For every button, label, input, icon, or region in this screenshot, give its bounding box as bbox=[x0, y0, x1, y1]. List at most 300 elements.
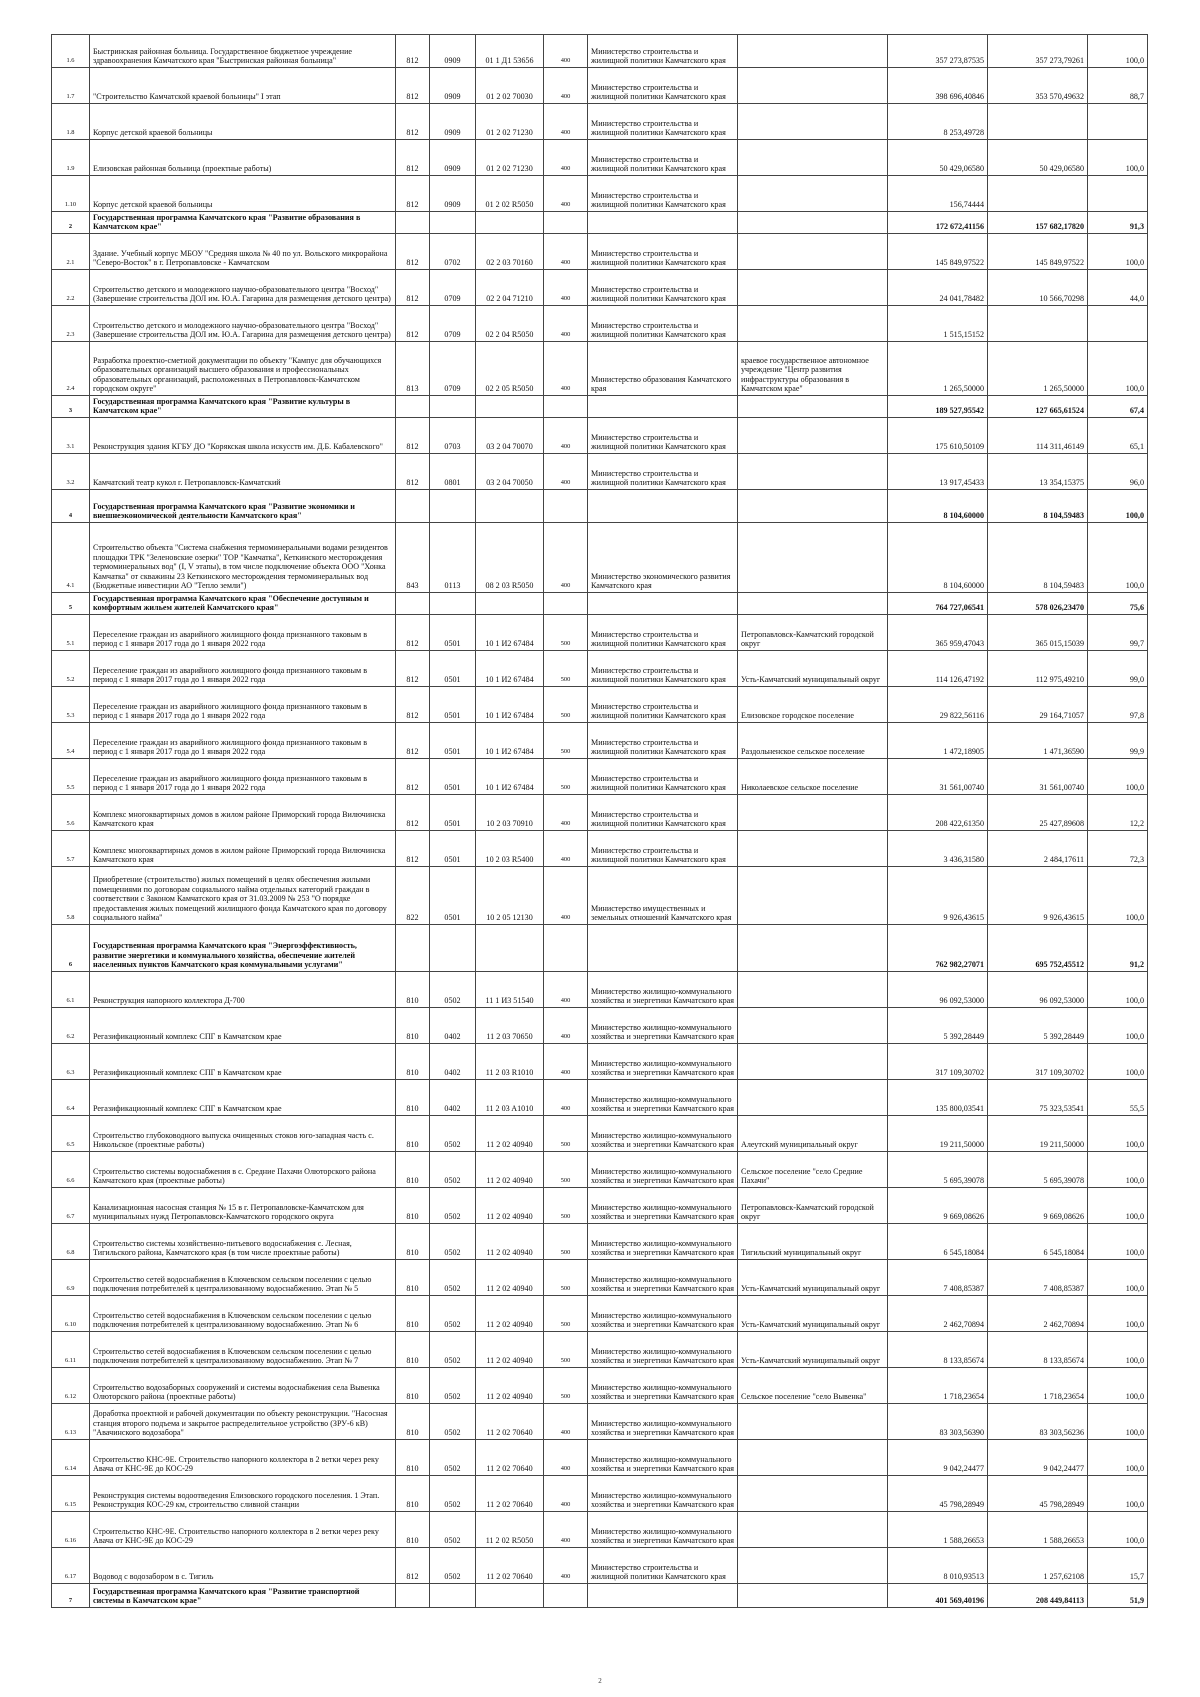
grbs-code-cell: 810 bbox=[396, 1404, 430, 1440]
recipient-name-cell bbox=[738, 418, 888, 454]
target-article-code-cell: 11 2 02 70640 bbox=[476, 1404, 544, 1440]
grbs-code-cell: 810 bbox=[396, 972, 430, 1008]
target-article-code-cell: 02 2 04 R5050 bbox=[476, 306, 544, 342]
grbs-code-cell: 810 bbox=[396, 1080, 430, 1116]
object-name-cell: Доработка проектной и рабочей документации по объекту реконструкции. "Насосная станция второго подъема и закрытое распределительное устройство (ЗРУ-6 кВ) "Авачинского водозабора" bbox=[90, 1404, 396, 1440]
target-article-code-cell: 10 1 И2 67484 bbox=[476, 651, 544, 687]
expense-type-code-cell: 400 bbox=[544, 1476, 588, 1512]
object-name-cell: Здание. Учебный корпус МБОУ "Средняя школа № 40 по ул. Вольского микрорайона "Северо-Восток" в г. Петропавловске - Камчатском bbox=[90, 234, 396, 270]
row-number-cell: 6.1 bbox=[52, 972, 90, 1008]
target-article-code-cell: 01 1 Д1 53656 bbox=[476, 35, 544, 68]
recipient-name-cell: Усть-Камчатский муниципальный округ bbox=[738, 1332, 888, 1368]
row-number-cell: 6.12 bbox=[52, 1368, 90, 1404]
section-code-cell: 0909 bbox=[430, 68, 476, 104]
object-name-cell: Елизовская районная больница (проектные работы) bbox=[90, 140, 396, 176]
budget-investment-table bbox=[51, 34, 1147, 1608]
object-name-cell: Корпус детской краевой больницы bbox=[90, 176, 396, 212]
object-name-cell: Строительство КНС-9Е. Строительство напорного коллектора в 2 ветки через реку Авача от КНС-9Е до КОС-29 bbox=[90, 1512, 396, 1548]
section-code-cell: 0502 bbox=[430, 1440, 476, 1476]
expense-type-code-cell: 500 bbox=[544, 723, 588, 759]
execution-percent-cell: 100,0 bbox=[1088, 342, 1148, 396]
planned-amount-cell: 8 133,85674 bbox=[888, 1332, 988, 1368]
actual-amount-cell: 1 471,36590 bbox=[988, 723, 1088, 759]
actual-amount-cell: 83 303,56236 bbox=[988, 1404, 1088, 1440]
table-row bbox=[52, 615, 1148, 651]
object-name-cell: Корпус детской краевой больницы bbox=[90, 104, 396, 140]
section-code-cell bbox=[430, 593, 476, 615]
actual-amount-cell: 45 798,28949 bbox=[988, 1476, 1088, 1512]
actual-amount-cell: 7 408,85387 bbox=[988, 1260, 1088, 1296]
row-number-cell: 2.3 bbox=[52, 306, 90, 342]
table-row bbox=[52, 867, 1148, 925]
target-article-code-cell: 08 2 03 R5050 bbox=[476, 523, 544, 593]
section-code-cell bbox=[430, 212, 476, 234]
table-row bbox=[52, 1476, 1148, 1512]
target-article-code-cell: 02 2 04 71210 bbox=[476, 270, 544, 306]
object-name-cell: Регазификационный комплекс СПГ в Камчатском крае bbox=[90, 1008, 396, 1044]
expense-type-code-cell: 400 bbox=[544, 523, 588, 593]
target-article-code-cell: 11 2 02 70640 bbox=[476, 1548, 544, 1584]
customer-name-cell bbox=[588, 925, 738, 972]
program-row bbox=[52, 1584, 1148, 1608]
table-row bbox=[52, 342, 1148, 396]
target-article-code-cell: 11 2 03 R1010 bbox=[476, 1044, 544, 1080]
planned-amount-cell: 135 800,03541 bbox=[888, 1080, 988, 1116]
planned-amount-cell: 13 917,45433 bbox=[888, 454, 988, 490]
recipient-name-cell bbox=[738, 1044, 888, 1080]
grbs-code-cell: 812 bbox=[396, 418, 430, 454]
grbs-code-cell: 812 bbox=[396, 651, 430, 687]
planned-amount-cell: 8 253,49728 bbox=[888, 104, 988, 140]
section-code-cell: 0502 bbox=[430, 972, 476, 1008]
table-row bbox=[52, 1548, 1148, 1584]
row-number-cell: 5 bbox=[52, 593, 90, 615]
recipient-name-cell bbox=[738, 1584, 888, 1608]
section-code-cell: 0502 bbox=[430, 1152, 476, 1188]
planned-amount-cell: 31 561,00740 bbox=[888, 759, 988, 795]
customer-name-cell: Министерство строительства и жилищной политики Камчатского края bbox=[588, 104, 738, 140]
recipient-name-cell: краевое государственное автономное учреждение "Центр развития инфраструктуры образования в Камчатском крае" bbox=[738, 342, 888, 396]
actual-amount-cell: 8 104,59483 bbox=[988, 523, 1088, 593]
execution-percent-cell: 100,0 bbox=[1088, 1260, 1148, 1296]
execution-percent-cell: 100,0 bbox=[1088, 523, 1148, 593]
grbs-code-cell: 812 bbox=[396, 306, 430, 342]
table-row bbox=[52, 234, 1148, 270]
customer-name-cell: Министерство строительства и жилищной политики Камчатского края bbox=[588, 615, 738, 651]
actual-amount-cell: 5 392,28449 bbox=[988, 1008, 1088, 1044]
actual-amount-cell bbox=[988, 104, 1088, 140]
table-row bbox=[52, 1188, 1148, 1224]
table-row bbox=[52, 1404, 1148, 1440]
actual-amount-cell: 1 257,62108 bbox=[988, 1548, 1088, 1584]
row-number-cell: 1.6 bbox=[52, 35, 90, 68]
expense-type-code-cell bbox=[544, 490, 588, 523]
planned-amount-cell: 175 610,50109 bbox=[888, 418, 988, 454]
table-row bbox=[52, 1296, 1148, 1332]
target-article-code-cell: 10 1 И2 67484 bbox=[476, 687, 544, 723]
actual-amount-cell: 112 975,49210 bbox=[988, 651, 1088, 687]
planned-amount-cell: 145 849,97522 bbox=[888, 234, 988, 270]
recipient-name-cell bbox=[738, 1080, 888, 1116]
customer-name-cell: Министерство строительства и жилищной политики Камчатского края bbox=[588, 306, 738, 342]
table-row bbox=[52, 1332, 1148, 1368]
table-row bbox=[52, 1116, 1148, 1152]
execution-percent-cell: 97,8 bbox=[1088, 687, 1148, 723]
object-name-cell: Переселение граждан из аварийного жилищного фонда признанного таковым в период с 1 января 2017 года до 1 января 2022 года bbox=[90, 759, 396, 795]
customer-name-cell: Министерство строительства и жилищной политики Камчатского края bbox=[588, 68, 738, 104]
recipient-name-cell bbox=[738, 523, 888, 593]
grbs-code-cell: 812 bbox=[396, 831, 430, 867]
object-name-cell: Регазификационный комплекс СПГ в Камчатском крае bbox=[90, 1044, 396, 1080]
target-article-code-cell: 01 2 02 71230 bbox=[476, 104, 544, 140]
page-number: 2 bbox=[598, 1677, 602, 1685]
planned-amount-cell: 9 042,24477 bbox=[888, 1440, 988, 1476]
row-number-cell: 4 bbox=[52, 490, 90, 523]
section-code-cell: 0801 bbox=[430, 454, 476, 490]
planned-amount-cell: 19 211,50000 bbox=[888, 1116, 988, 1152]
actual-amount-cell: 695 752,45512 bbox=[988, 925, 1088, 972]
row-number-cell: 5.3 bbox=[52, 687, 90, 723]
execution-percent-cell: 100,0 bbox=[1088, 1296, 1148, 1332]
expense-type-code-cell: 400 bbox=[544, 1404, 588, 1440]
customer-name-cell bbox=[588, 212, 738, 234]
expense-type-code-cell: 500 bbox=[544, 1152, 588, 1188]
table-row bbox=[52, 418, 1148, 454]
recipient-name-cell: Усть-Камчатский муниципальный округ bbox=[738, 1260, 888, 1296]
customer-name-cell: Министерство жилищно-коммунального хозяйства и энергетики Камчатского края bbox=[588, 1476, 738, 1512]
recipient-name-cell bbox=[738, 234, 888, 270]
expense-type-code-cell: 400 bbox=[544, 140, 588, 176]
actual-amount-cell: 2 484,17611 bbox=[988, 831, 1088, 867]
table-row bbox=[52, 176, 1148, 212]
customer-name-cell: Министерство имущественных и земельных отношений Камчатского края bbox=[588, 867, 738, 925]
grbs-code-cell: 812 bbox=[396, 723, 430, 759]
planned-amount-cell: 365 959,47043 bbox=[888, 615, 988, 651]
expense-type-code-cell: 400 bbox=[544, 795, 588, 831]
execution-percent-cell: 67,4 bbox=[1088, 396, 1148, 418]
actual-amount-cell: 2 462,70894 bbox=[988, 1296, 1088, 1332]
execution-percent-cell: 91,2 bbox=[1088, 925, 1148, 972]
planned-amount-cell: 50 429,06580 bbox=[888, 140, 988, 176]
grbs-code-cell: 812 bbox=[396, 615, 430, 651]
recipient-name-cell bbox=[738, 104, 888, 140]
execution-percent-cell: 100,0 bbox=[1088, 1008, 1148, 1044]
grbs-code-cell: 810 bbox=[396, 1332, 430, 1368]
execution-percent-cell: 100,0 bbox=[1088, 1152, 1148, 1188]
section-code-cell bbox=[430, 396, 476, 418]
table-row bbox=[52, 68, 1148, 104]
recipient-name-cell: Раздольненское сельское поселение bbox=[738, 723, 888, 759]
row-number-cell: 5.7 bbox=[52, 831, 90, 867]
grbs-code-cell: 813 bbox=[396, 342, 430, 396]
grbs-code-cell: 810 bbox=[396, 1476, 430, 1512]
row-number-cell: 6.10 bbox=[52, 1296, 90, 1332]
grbs-code-cell: 810 bbox=[396, 1260, 430, 1296]
expense-type-code-cell: 400 bbox=[544, 454, 588, 490]
object-name-cell: Строительство системы водоснабжения в с. Средние Пахачи Олюторского района Камчатского края (проектные работы) bbox=[90, 1152, 396, 1188]
customer-name-cell: Министерство строительства и жилищной политики Камчатского края bbox=[588, 454, 738, 490]
execution-percent-cell bbox=[1088, 176, 1148, 212]
section-code-cell: 0502 bbox=[430, 1548, 476, 1584]
recipient-name-cell bbox=[738, 270, 888, 306]
customer-name-cell: Министерство строительства и жилищной политики Камчатского края bbox=[588, 270, 738, 306]
section-code-cell bbox=[430, 490, 476, 523]
target-article-code-cell bbox=[476, 490, 544, 523]
target-article-code-cell: 10 1 И2 67484 bbox=[476, 759, 544, 795]
execution-percent-cell: 100,0 bbox=[1088, 1368, 1148, 1404]
customer-name-cell: Министерство жилищно-коммунального хозяйства и энергетики Камчатского края bbox=[588, 1044, 738, 1080]
table-row bbox=[52, 651, 1148, 687]
recipient-name-cell: Тигильский муниципальный округ bbox=[738, 1224, 888, 1260]
expense-type-code-cell: 400 bbox=[544, 306, 588, 342]
actual-amount-cell: 353 570,49632 bbox=[988, 68, 1088, 104]
execution-percent-cell: 100,0 bbox=[1088, 1044, 1148, 1080]
section-code-cell: 0709 bbox=[430, 270, 476, 306]
object-name-cell: Строительство сетей водоснабжения в Ключевском сельском поселении с целью подключения потребителей к централизованному водоснабжению. Этап № 7 bbox=[90, 1332, 396, 1368]
target-article-code-cell bbox=[476, 396, 544, 418]
expense-type-code-cell: 400 bbox=[544, 972, 588, 1008]
planned-amount-cell: 96 092,53000 bbox=[888, 972, 988, 1008]
actual-amount-cell: 1 265,50000 bbox=[988, 342, 1088, 396]
customer-name-cell: Министерство строительства и жилищной политики Камчатского края bbox=[588, 35, 738, 68]
object-name-cell: Государственная программа Камчатского края "Энергоэффективность, развитие энергетики и коммунального хозяйства, обеспечение жителей населенных пунктов Камчатского края коммунальными услугами" bbox=[90, 925, 396, 972]
table-row bbox=[52, 972, 1148, 1008]
expense-type-code-cell bbox=[544, 212, 588, 234]
recipient-name-cell bbox=[738, 1548, 888, 1584]
recipient-name-cell: Сельское поселение "село Вывенка" bbox=[738, 1368, 888, 1404]
actual-amount-cell: 578 026,23470 bbox=[988, 593, 1088, 615]
recipient-name-cell bbox=[738, 593, 888, 615]
expense-type-code-cell: 500 bbox=[544, 1188, 588, 1224]
target-article-code-cell: 11 2 02 40940 bbox=[476, 1368, 544, 1404]
grbs-code-cell: 812 bbox=[396, 795, 430, 831]
recipient-name-cell: Елизовское городское поселение bbox=[738, 687, 888, 723]
planned-amount-cell: 357 273,87535 bbox=[888, 35, 988, 68]
object-name-cell: Реконструкция системы водоотведения Елизовского городского поселения. 1 Этап. Реконструкция КОС-29 км, строительство сливной станции bbox=[90, 1476, 396, 1512]
target-article-code-cell: 11 2 02 40940 bbox=[476, 1296, 544, 1332]
execution-percent-cell: 100,0 bbox=[1088, 1512, 1148, 1548]
actual-amount-cell bbox=[988, 176, 1088, 212]
row-number-cell: 2.4 bbox=[52, 342, 90, 396]
grbs-code-cell: 812 bbox=[396, 454, 430, 490]
execution-percent-cell bbox=[1088, 306, 1148, 342]
customer-name-cell: Министерство строительства и жилищной политики Камчатского края bbox=[588, 234, 738, 270]
target-article-code-cell: 11 2 02 40940 bbox=[476, 1116, 544, 1152]
actual-amount-cell: 10 566,70298 bbox=[988, 270, 1088, 306]
grbs-code-cell: 810 bbox=[396, 1152, 430, 1188]
object-name-cell: Комплекс многоквартирных домов в жилом районе Приморский города Вилючинска Камчатского края bbox=[90, 795, 396, 831]
recipient-name-cell: Петропавловск-Камчатский городской округ bbox=[738, 1188, 888, 1224]
row-number-cell: 6.6 bbox=[52, 1152, 90, 1188]
recipient-name-cell bbox=[738, 140, 888, 176]
execution-percent-cell: 100,0 bbox=[1088, 1440, 1148, 1476]
target-article-code-cell: 01 2 02 R5050 bbox=[476, 176, 544, 212]
object-name-cell: Строительство сетей водоснабжения в Ключевском сельском поселении с целью подключения потребителей к централизованному водоснабжению. Этап № 5 bbox=[90, 1260, 396, 1296]
recipient-name-cell: Усть-Камчатский муниципальный округ bbox=[738, 1296, 888, 1332]
target-article-code-cell: 10 1 И2 67484 bbox=[476, 723, 544, 759]
row-number-cell: 6.7 bbox=[52, 1188, 90, 1224]
customer-name-cell: Министерство строительства и жилищной политики Камчатского края bbox=[588, 1548, 738, 1584]
expense-type-code-cell: 400 bbox=[544, 270, 588, 306]
row-number-cell: 3 bbox=[52, 396, 90, 418]
customer-name-cell: Министерство жилищно-коммунального хозяйства и энергетики Камчатского края bbox=[588, 972, 738, 1008]
execution-percent-cell: 100,0 bbox=[1088, 490, 1148, 523]
grbs-code-cell: 812 bbox=[396, 35, 430, 68]
section-code-cell: 0502 bbox=[430, 1296, 476, 1332]
section-code-cell: 0501 bbox=[430, 831, 476, 867]
customer-name-cell bbox=[588, 593, 738, 615]
grbs-code-cell bbox=[396, 593, 430, 615]
grbs-code-cell: 822 bbox=[396, 867, 430, 925]
row-number-cell: 6.9 bbox=[52, 1260, 90, 1296]
section-code-cell: 0709 bbox=[430, 342, 476, 396]
grbs-code-cell bbox=[396, 490, 430, 523]
planned-amount-cell: 764 727,06541 bbox=[888, 593, 988, 615]
object-name-cell: Строительство КНС-9Е. Строительство напорного коллектора в 2 ветки через реку Авача от КНС-9Е до КОС-29 bbox=[90, 1440, 396, 1476]
row-number-cell: 6.15 bbox=[52, 1476, 90, 1512]
execution-percent-cell: 96,0 bbox=[1088, 454, 1148, 490]
object-name-cell: Камчатский театр кукол г. Петропавловск-Камчатский bbox=[90, 454, 396, 490]
planned-amount-cell: 1 515,15152 bbox=[888, 306, 988, 342]
table-body bbox=[52, 35, 1148, 1608]
section-code-cell: 0402 bbox=[430, 1044, 476, 1080]
object-name-cell: Приобретение (строительство) жилых помещений в целях обеспечения жилыми помещениями по договорам социального найма отдельных категорий граждан в соответствии с Законом Камчатского края от 31.03.2009 № 253 "О порядке предоставления жилых помещений жилищного фонда Камчатского края по договору социального найма" bbox=[90, 867, 396, 925]
customer-name-cell: Министерство жилищно-коммунального хозяйства и энергетики Камчатского края bbox=[588, 1224, 738, 1260]
section-code-cell: 0501 bbox=[430, 723, 476, 759]
actual-amount-cell: 127 665,61524 bbox=[988, 396, 1088, 418]
grbs-code-cell: 812 bbox=[396, 759, 430, 795]
section-code-cell: 0703 bbox=[430, 418, 476, 454]
execution-percent-cell: 100,0 bbox=[1088, 867, 1148, 925]
table-row bbox=[52, 523, 1148, 593]
grbs-code-cell: 810 bbox=[396, 1440, 430, 1476]
execution-percent-cell: 15,7 bbox=[1088, 1548, 1148, 1584]
actual-amount-cell: 114 311,46149 bbox=[988, 418, 1088, 454]
execution-percent-cell: 12,2 bbox=[1088, 795, 1148, 831]
actual-amount-cell: 6 545,18084 bbox=[988, 1224, 1088, 1260]
grbs-code-cell: 810 bbox=[396, 1116, 430, 1152]
program-row bbox=[52, 212, 1148, 234]
target-article-code-cell: 03 2 04 70050 bbox=[476, 454, 544, 490]
table-row bbox=[52, 270, 1148, 306]
program-row bbox=[52, 925, 1148, 972]
table-row bbox=[52, 454, 1148, 490]
target-article-code-cell: 11 1 И3 51540 bbox=[476, 972, 544, 1008]
customer-name-cell: Министерство строительства и жилищной политики Камчатского края bbox=[588, 140, 738, 176]
recipient-name-cell: Алеутский муниципальный округ bbox=[738, 1116, 888, 1152]
row-number-cell: 7 bbox=[52, 1584, 90, 1608]
grbs-code-cell: 812 bbox=[396, 104, 430, 140]
table-row bbox=[52, 1368, 1148, 1404]
recipient-name-cell: Сельское поселение "село Средние Пахачи" bbox=[738, 1152, 888, 1188]
expense-type-code-cell: 400 bbox=[544, 1548, 588, 1584]
execution-percent-cell: 100,0 bbox=[1088, 140, 1148, 176]
expense-type-code-cell: 400 bbox=[544, 1080, 588, 1116]
grbs-code-cell: 810 bbox=[396, 1296, 430, 1332]
recipient-name-cell bbox=[738, 867, 888, 925]
target-article-code-cell: 11 2 02 70640 bbox=[476, 1476, 544, 1512]
customer-name-cell: Министерство жилищно-коммунального хозяйства и энергетики Камчатского края bbox=[588, 1404, 738, 1440]
table-row bbox=[52, 104, 1148, 140]
planned-amount-cell: 6 545,18084 bbox=[888, 1224, 988, 1260]
planned-amount-cell: 1 472,18905 bbox=[888, 723, 988, 759]
recipient-name-cell bbox=[738, 1476, 888, 1512]
expense-type-code-cell: 500 bbox=[544, 615, 588, 651]
customer-name-cell: Министерство строительства и жилищной политики Камчатского края bbox=[588, 723, 738, 759]
planned-amount-cell: 156,74444 bbox=[888, 176, 988, 212]
object-name-cell: Государственная программа Камчатского края "Обеспечение доступным и комфортным жильем жителей Камчатского края" bbox=[90, 593, 396, 615]
actual-amount-cell: 19 211,50000 bbox=[988, 1116, 1088, 1152]
recipient-name-cell bbox=[738, 1512, 888, 1548]
execution-percent-cell: 100,0 bbox=[1088, 1404, 1148, 1440]
row-number-cell: 1.9 bbox=[52, 140, 90, 176]
recipient-name-cell bbox=[738, 925, 888, 972]
object-name-cell: Комплекс многоквартирных домов в жилом районе Приморский города Вилючинска Камчатского края bbox=[90, 831, 396, 867]
execution-percent-cell bbox=[1088, 104, 1148, 140]
row-number-cell: 5.8 bbox=[52, 867, 90, 925]
recipient-name-cell: Усть-Камчатский муниципальный округ bbox=[738, 651, 888, 687]
grbs-code-cell: 812 bbox=[396, 176, 430, 212]
execution-percent-cell: 99,0 bbox=[1088, 651, 1148, 687]
object-name-cell: Реконструкция напорного коллектора Д-700 bbox=[90, 972, 396, 1008]
program-row bbox=[52, 593, 1148, 615]
execution-percent-cell: 75,6 bbox=[1088, 593, 1148, 615]
section-code-cell: 0909 bbox=[430, 176, 476, 212]
target-article-code-cell: 02 2 03 70160 bbox=[476, 234, 544, 270]
expense-type-code-cell: 400 bbox=[544, 867, 588, 925]
table-row bbox=[52, 1152, 1148, 1188]
table-row bbox=[52, 759, 1148, 795]
actual-amount-cell: 5 695,39078 bbox=[988, 1152, 1088, 1188]
section-code-cell: 0501 bbox=[430, 651, 476, 687]
target-article-code-cell: 11 2 02 40940 bbox=[476, 1188, 544, 1224]
section-code-cell: 0501 bbox=[430, 687, 476, 723]
expense-type-code-cell: 400 bbox=[544, 176, 588, 212]
customer-name-cell: Министерство жилищно-коммунального хозяйства и энергетики Камчатского края bbox=[588, 1116, 738, 1152]
section-code-cell: 0113 bbox=[430, 523, 476, 593]
actual-amount-cell: 1 718,23654 bbox=[988, 1368, 1088, 1404]
recipient-name-cell bbox=[738, 212, 888, 234]
actual-amount-cell: 96 092,53000 bbox=[988, 972, 1088, 1008]
row-number-cell: 2.2 bbox=[52, 270, 90, 306]
customer-name-cell bbox=[588, 1584, 738, 1608]
actual-amount-cell: 357 273,79261 bbox=[988, 35, 1088, 68]
expense-type-code-cell bbox=[544, 1584, 588, 1608]
section-code-cell bbox=[430, 925, 476, 972]
execution-percent-cell: 51,9 bbox=[1088, 1584, 1148, 1608]
recipient-name-cell bbox=[738, 972, 888, 1008]
target-article-code-cell: 11 2 02 40940 bbox=[476, 1152, 544, 1188]
planned-amount-cell: 8 010,93513 bbox=[888, 1548, 988, 1584]
section-code-cell: 0909 bbox=[430, 35, 476, 68]
execution-percent-cell: 65,1 bbox=[1088, 418, 1148, 454]
grbs-code-cell: 810 bbox=[396, 1044, 430, 1080]
table-row bbox=[52, 306, 1148, 342]
customer-name-cell: Министерство строительства и жилищной политики Камчатского края bbox=[588, 795, 738, 831]
object-name-cell: Регазификационный комплекс СПГ в Камчатском крае bbox=[90, 1080, 396, 1116]
grbs-code-cell: 812 bbox=[396, 270, 430, 306]
planned-amount-cell: 7 408,85387 bbox=[888, 1260, 988, 1296]
actual-amount-cell: 50 429,06580 bbox=[988, 140, 1088, 176]
execution-percent-cell: 99,9 bbox=[1088, 723, 1148, 759]
execution-percent-cell: 44,0 bbox=[1088, 270, 1148, 306]
row-number-cell: 6.14 bbox=[52, 1440, 90, 1476]
execution-percent-cell: 100,0 bbox=[1088, 759, 1148, 795]
expense-type-code-cell: 500 bbox=[544, 1332, 588, 1368]
expense-type-code-cell: 400 bbox=[544, 1044, 588, 1080]
execution-percent-cell: 100,0 bbox=[1088, 1332, 1148, 1368]
actual-amount-cell: 9 669,08626 bbox=[988, 1188, 1088, 1224]
